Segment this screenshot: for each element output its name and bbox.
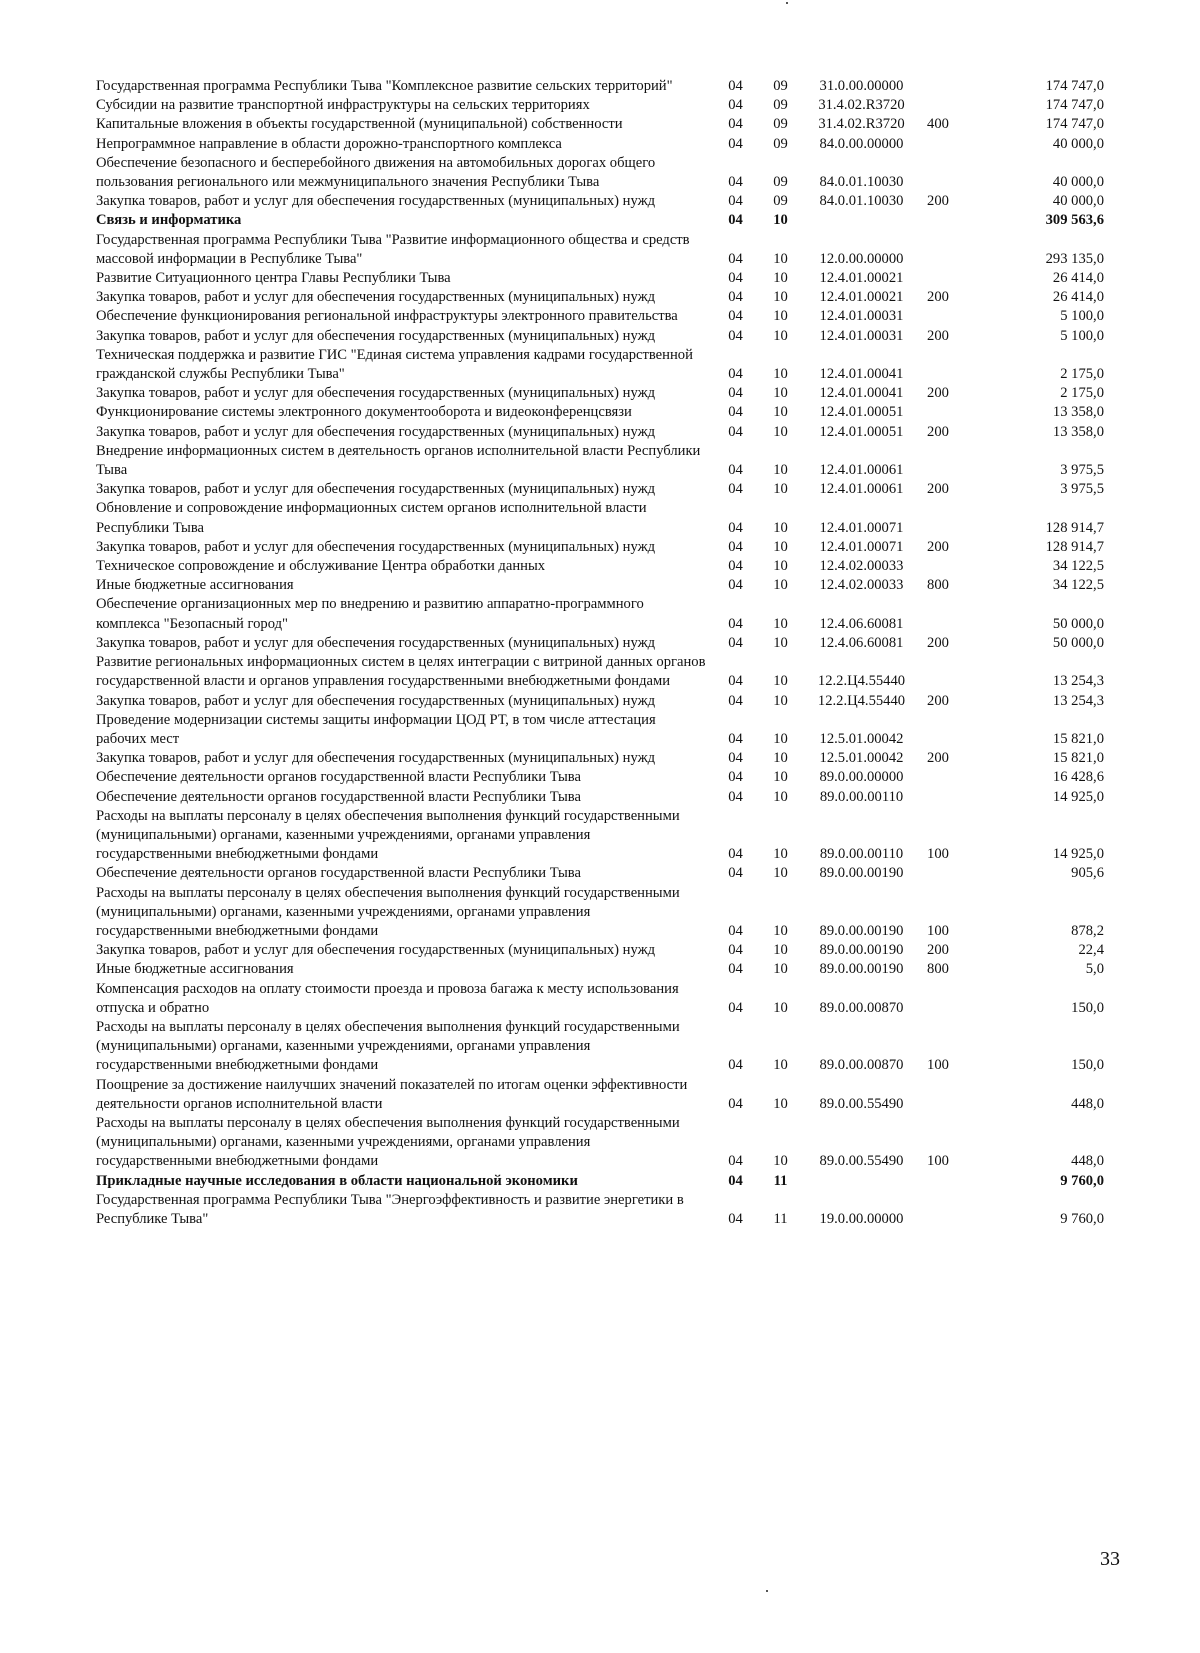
expense-type-code: 200 xyxy=(927,942,949,959)
subsection-code: 10 xyxy=(773,558,788,575)
subsection-code: 10 xyxy=(773,634,788,651)
row-description: Обеспечение деятельности органов государственной власти Республики Тыва xyxy=(96,769,581,786)
row-description: Обновление и сопровождение информационных систем органов исполнительной власти Республики Тыва xyxy=(96,500,647,536)
row-description: Прикладные научные исследования в области национальной экономики xyxy=(96,1172,578,1189)
page-number: 33 xyxy=(1100,1548,1120,1570)
table-row xyxy=(96,1114,1118,1172)
table-row xyxy=(96,115,1118,134)
subsection-code: 10 xyxy=(773,462,788,479)
table-row xyxy=(96,96,1118,115)
budget-table xyxy=(96,77,1118,1229)
table-row xyxy=(96,960,1118,979)
row-description: Обеспечение безопасного и бесперебойного движения на автомобильных дорогах общего пользования регионального или межмуниципального значения Республики Тыва xyxy=(96,154,656,191)
expense-type-code xyxy=(918,595,958,633)
subsection-code: 10 xyxy=(773,1057,788,1074)
target-article-code: 12.4.01.00061 xyxy=(819,481,904,498)
expense-type-code xyxy=(918,231,958,269)
section-code: 04 xyxy=(728,999,743,1016)
table-row xyxy=(96,1172,1118,1191)
section-code: 04 xyxy=(728,270,743,287)
table-row xyxy=(96,269,1118,288)
expense-type-code: 200 xyxy=(927,289,949,306)
table-row xyxy=(96,327,1118,346)
section-code: 04 xyxy=(728,577,743,594)
expense-type-code: 200 xyxy=(927,385,949,402)
row-description: Государственная программа Республики Тыва "Комплексное развитие сельских территорий" xyxy=(96,78,673,94)
amount: 128 914,7 xyxy=(1045,519,1104,536)
table-row xyxy=(96,346,1118,384)
table-row xyxy=(96,634,1118,653)
expense-type-code: 200 xyxy=(927,692,949,709)
subsection-code: 10 xyxy=(773,942,788,959)
amount: 5 100,0 xyxy=(1060,327,1104,344)
table-row xyxy=(96,77,1118,96)
row-description: Закупка товаров, работ и услуг для обеспечения государственных (муниципальных) нужд xyxy=(96,385,656,402)
scan-speck xyxy=(786,2,788,4)
target-article-code: 84.0.01.10030 xyxy=(819,193,904,210)
target-article-code: 12.4.01.00041 xyxy=(819,385,904,402)
subsection-code: 10 xyxy=(773,846,788,863)
amount: 50 000,0 xyxy=(1052,615,1104,632)
section-code: 04 xyxy=(728,519,743,536)
row-description: Иные бюджетные ассигнования xyxy=(96,961,294,978)
expense-type-code xyxy=(918,96,958,115)
row-description: Техническое сопровождение и обслуживание Центра обработки данных xyxy=(96,558,546,575)
row-description: Внедрение информационных систем в деятельность органов исполнительной власти Республики Тыва xyxy=(96,442,701,479)
target-article-code: 12.4.01.00061 xyxy=(819,462,904,479)
row-description: Иные бюджетные ассигнования xyxy=(96,577,294,594)
expense-type-code xyxy=(918,135,958,154)
subsection-code: 10 xyxy=(773,366,788,383)
expense-type-code xyxy=(918,980,958,1018)
subsection-code: 10 xyxy=(773,519,788,536)
row-description: Поощрение за достижение наилучших значений показателей по итогам оценки эффективности деятельности органов исполнительной власти xyxy=(96,1076,688,1112)
section-code: 04 xyxy=(728,865,743,882)
subsection-code: 10 xyxy=(773,481,788,498)
expense-type-code: 200 xyxy=(927,538,949,555)
table-row xyxy=(96,653,1118,691)
row-description: Развитие региональных информационных систем в целях интеграции с витриной данных органов государственной власти и органов управления государственными внебюджетными фондами xyxy=(96,654,706,690)
expense-type-code xyxy=(918,768,958,787)
section-code: 04 xyxy=(728,1172,743,1189)
expense-type-code: 200 xyxy=(927,634,949,651)
subsection-code: 10 xyxy=(773,865,788,882)
table-row xyxy=(96,423,1118,442)
section-code: 04 xyxy=(728,78,743,94)
row-description: Функционирование системы электронного документооборота и видеоконференцсвязи xyxy=(96,404,632,421)
section-code: 04 xyxy=(728,750,743,767)
table-row xyxy=(96,711,1118,749)
subsection-code: 10 xyxy=(773,538,788,555)
table-row xyxy=(96,154,1118,192)
section-code: 04 xyxy=(728,308,743,325)
expense-type-code xyxy=(918,1076,958,1114)
amount: 14 925,0 xyxy=(1052,846,1104,863)
section-code: 04 xyxy=(728,961,743,978)
section-code: 04 xyxy=(728,558,743,575)
target-article-code: 12.4.01.00021 xyxy=(819,289,904,306)
section-code: 04 xyxy=(728,212,743,229)
amount: 2 175,0 xyxy=(1060,366,1104,383)
row-description: Закупка товаров, работ и услуг для обеспечения государственных (муниципальных) нужд xyxy=(96,289,656,306)
target-article-code: 84.0.01.10030 xyxy=(819,174,904,191)
target-article-code: 12.4.01.00031 xyxy=(819,327,904,344)
target-article-code: 12.4.01.00071 xyxy=(819,519,904,536)
expense-type-code: 200 xyxy=(927,481,949,498)
expense-type-code xyxy=(918,77,958,96)
amount: 15 821,0 xyxy=(1052,730,1104,747)
section-code: 04 xyxy=(728,404,743,421)
amount: 174 747,0 xyxy=(1045,97,1104,114)
subsection-code: 10 xyxy=(773,327,788,344)
row-description: Обеспечение организационных мер по внедрению и развитию аппаратно-программного комплекса "Безопасный город" xyxy=(96,596,644,632)
amount: 13 358,0 xyxy=(1052,423,1104,440)
section-code: 04 xyxy=(728,634,743,651)
target-article-code: 89.0.00.00110 xyxy=(819,846,904,863)
subsection-code: 10 xyxy=(773,1095,788,1112)
amount: 16 428,6 xyxy=(1052,769,1104,786)
amount: 2 175,0 xyxy=(1060,385,1104,402)
section-code: 04 xyxy=(728,135,743,152)
scan-speck xyxy=(766,1590,768,1592)
amount: 3 975,5 xyxy=(1060,462,1104,479)
table-row xyxy=(96,1191,1118,1229)
expense-type-code xyxy=(918,788,958,807)
section-code: 04 xyxy=(728,366,743,383)
row-description: Закупка товаров, работ и услуг для обеспечения государственных (муниципальных) нужд xyxy=(96,692,656,709)
table-row xyxy=(96,403,1118,422)
subsection-code: 11 xyxy=(773,1172,788,1189)
table-row xyxy=(96,749,1118,768)
section-code: 04 xyxy=(728,846,743,863)
target-article-code: 31.4.02.R3720 xyxy=(818,116,905,133)
table-row xyxy=(96,499,1118,537)
amount: 13 358,0 xyxy=(1052,404,1104,421)
expense-type-code: 800 xyxy=(927,961,949,978)
target-article-code: 31.0.00.00000 xyxy=(819,78,904,94)
target-article-code: 89.0.00.00870 xyxy=(819,999,904,1016)
table-row xyxy=(96,595,1118,633)
table-row xyxy=(96,288,1118,307)
amount: 40 000,0 xyxy=(1052,193,1104,210)
target-article-code: 12.5.01.00042 xyxy=(819,750,904,767)
target-article-code: 89.0.00.00110 xyxy=(819,788,904,805)
section-code: 04 xyxy=(728,1095,743,1112)
section-code: 04 xyxy=(728,788,743,805)
subsection-code: 09 xyxy=(773,174,788,191)
table-row xyxy=(96,1018,1118,1076)
row-description: Закупка товаров, работ и услуг для обеспечения государственных (муниципальных) нужд xyxy=(96,481,656,498)
target-article-code: 89.0.00.55490 xyxy=(819,1153,904,1170)
table-row xyxy=(96,231,1118,269)
expense-type-code: 100 xyxy=(927,922,949,939)
expense-type-code: 200 xyxy=(927,193,949,210)
subsection-code: 10 xyxy=(773,423,788,440)
expense-type-code xyxy=(918,346,958,384)
table-row xyxy=(96,538,1118,557)
section-code: 04 xyxy=(728,922,743,939)
subsection-code: 10 xyxy=(773,692,788,709)
row-description: Закупка товаров, работ и услуг для обеспечения государственных (муниципальных) нужд xyxy=(96,327,656,344)
row-description: Закупка товаров, работ и услуг для обеспечения государственных (муниципальных) нужд xyxy=(96,750,656,767)
row-description: Расходы на выплаты персоналу в целях обеспечения выполнения функций государственными (муниципальными) органами, казенными учреждениями, органами управления государственными внебюджетными фондами xyxy=(96,884,680,939)
target-article-code: 89.0.00.00190 xyxy=(819,865,904,882)
table-row xyxy=(96,980,1118,1018)
amount: 150,0 xyxy=(1071,1057,1104,1074)
expense-type-code xyxy=(918,864,958,883)
row-description: Обеспечение функционирования региональной инфраструктуры электронного правительства xyxy=(96,308,678,325)
amount: 5 100,0 xyxy=(1060,308,1104,325)
target-article-code: 89.0.00.00190 xyxy=(819,961,904,978)
amount: 22,4 xyxy=(1078,942,1104,959)
amount: 15 821,0 xyxy=(1052,750,1104,767)
amount: 174 747,0 xyxy=(1045,116,1104,133)
row-description: Развитие Ситуационного центра Главы Республики Тыва xyxy=(96,270,451,287)
row-description: Государственная программа Республики Тыва "Энергоэффективность и развитие энергетики в Республике Тыва" xyxy=(96,1191,684,1227)
subsection-code: 10 xyxy=(773,577,788,594)
expense-type-code xyxy=(918,557,958,576)
target-article-code: 12.2.Ц4.55440 xyxy=(817,673,906,690)
section-code: 04 xyxy=(728,673,743,690)
amount: 3 975,5 xyxy=(1060,481,1104,498)
section-code: 04 xyxy=(728,1210,743,1227)
expense-type-code xyxy=(918,442,958,480)
subsection-code: 10 xyxy=(773,750,788,767)
expense-type-code xyxy=(918,711,958,749)
row-description: Расходы на выплаты персоналу в целях обеспечения выполнения функций государственными (муниципальными) органами, казенными учреждениями, органами управления государственными внебюджетными фондами xyxy=(96,807,680,863)
table-row xyxy=(96,1076,1118,1114)
target-article-code: 12.4.01.00021 xyxy=(819,270,904,287)
row-description: Закупка товаров, работ и услуг для обеспечения государственных (муниципальных) нужд xyxy=(96,423,656,440)
expense-type-code: 800 xyxy=(927,577,949,594)
expense-type-code xyxy=(918,211,958,230)
section-code: 04 xyxy=(728,174,743,191)
section-code: 04 xyxy=(728,462,743,479)
table-row xyxy=(96,442,1118,480)
target-article-code xyxy=(805,211,918,230)
target-article-code xyxy=(805,1172,918,1191)
target-article-code: 12.4.01.00051 xyxy=(819,423,904,440)
expense-type-code xyxy=(918,307,958,326)
row-description: Расходы на выплаты персоналу в целях обеспечения выполнения функций государственными (муниципальными) органами, казенными учреждениями, органами управления государственными внебюджетными фондами xyxy=(96,1114,680,1170)
amount: 309 563,6 xyxy=(1045,212,1104,229)
row-description: Закупка товаров, работ и услуг для обеспечения государственных (муниципальных) нужд xyxy=(96,538,656,555)
row-description: Закупка товаров, работ и услуг для обеспечения государственных (муниципальных) нужд xyxy=(96,193,656,210)
expense-type-code: 100 xyxy=(927,846,949,863)
target-article-code: 31.4.02.R3720 xyxy=(818,97,905,114)
amount: 50 000,0 xyxy=(1052,634,1104,651)
table-row xyxy=(96,192,1118,211)
amount: 34 122,5 xyxy=(1052,558,1104,575)
table-row xyxy=(96,807,1118,865)
row-description: Обеспечение деятельности органов государственной власти Республики Тыва xyxy=(96,865,581,882)
amount: 40 000,0 xyxy=(1052,174,1104,191)
expense-type-code xyxy=(918,1172,958,1191)
section-code: 04 xyxy=(728,1057,743,1074)
subsection-code: 09 xyxy=(773,78,788,94)
target-article-code: 12.4.06.60081 xyxy=(819,634,904,651)
section-code: 04 xyxy=(728,481,743,498)
subsection-code: 10 xyxy=(773,289,788,306)
expense-type-code: 400 xyxy=(927,116,949,133)
row-description: Обеспечение деятельности органов государственной власти Республики Тыва xyxy=(96,788,581,805)
row-description: Техническая поддержка и развитие ГИС "Единая система управления кадрами государственной гражданской службы Республики Тыва" xyxy=(96,346,693,383)
subsection-code: 10 xyxy=(773,404,788,421)
amount: 34 122,5 xyxy=(1052,577,1104,594)
expense-type-code: 200 xyxy=(927,327,949,344)
subsection-code: 10 xyxy=(773,250,788,267)
target-article-code: 89.0.00.55490 xyxy=(819,1095,904,1112)
target-article-code: 12.0.00.00000 xyxy=(819,250,904,267)
target-article-code: 89.0.00.00190 xyxy=(819,942,904,959)
section-code: 04 xyxy=(728,769,743,786)
row-description: Субсидии на развитие транспортной инфраструктуры на сельских территориях xyxy=(96,97,590,114)
section-code: 04 xyxy=(728,250,743,267)
target-article-code: 12.4.02.00033 xyxy=(819,577,904,594)
row-description: Капитальные вложения в объекты государственной (муниципальной) собственности xyxy=(96,116,623,133)
section-code: 04 xyxy=(728,730,743,747)
section-code: 04 xyxy=(728,1153,743,1170)
subsection-code: 10 xyxy=(773,730,788,747)
table-row xyxy=(96,211,1118,230)
expense-type-code: 100 xyxy=(927,1057,949,1074)
section-code: 04 xyxy=(728,116,743,133)
target-article-code: 12.4.02.00033 xyxy=(819,558,904,575)
table-row xyxy=(96,768,1118,787)
expense-type-code xyxy=(918,269,958,288)
amount: 293 135,0 xyxy=(1045,250,1104,267)
section-code: 04 xyxy=(728,942,743,959)
amount: 878,2 xyxy=(1071,922,1104,939)
target-article-code: 84.0.00.00000 xyxy=(819,135,904,152)
expense-type-code xyxy=(918,1191,958,1229)
target-article-code: 89.0.00.00000 xyxy=(819,769,904,786)
row-description: Связь и информатика xyxy=(96,212,242,229)
section-code: 04 xyxy=(728,615,743,632)
subsection-code: 10 xyxy=(773,1153,788,1170)
target-article-code: 12.2.Ц4.55440 xyxy=(817,692,906,709)
amount: 5,0 xyxy=(1085,961,1104,978)
row-description: Проведение модернизации системы защиты информации ЦОД РТ, в том числе аттестация рабочих мест xyxy=(96,711,656,747)
expense-type-code xyxy=(918,154,958,192)
amount: 448,0 xyxy=(1071,1153,1104,1170)
table-row xyxy=(96,864,1118,883)
table-row xyxy=(96,941,1118,960)
row-description: Компенсация расходов на оплату стоимости проезда и провоза багажа к месту использования отпуска и обратно xyxy=(96,980,679,1016)
expense-type-code: 200 xyxy=(927,750,949,767)
target-article-code: 12.5.01.00042 xyxy=(819,730,904,747)
target-article-code: 12.4.01.00051 xyxy=(819,404,904,421)
expense-type-code xyxy=(918,403,958,422)
subsection-code: 10 xyxy=(773,615,788,632)
subsection-code: 10 xyxy=(773,308,788,325)
section-code: 04 xyxy=(728,538,743,555)
target-article-code: 89.0.00.00870 xyxy=(819,1057,904,1074)
subsection-code: 09 xyxy=(773,97,788,114)
amount: 26 414,0 xyxy=(1052,289,1104,306)
subsection-code: 10 xyxy=(773,922,788,939)
amount: 40 000,0 xyxy=(1052,135,1104,152)
expense-type-code: 100 xyxy=(927,1153,949,1170)
expense-type-code xyxy=(918,653,958,691)
subsection-code: 11 xyxy=(773,1210,788,1227)
target-article-code: 12.4.01.00041 xyxy=(819,366,904,383)
subsection-code: 10 xyxy=(773,673,788,690)
section-code: 04 xyxy=(728,692,743,709)
table-row xyxy=(96,480,1118,499)
table-row xyxy=(96,135,1118,154)
target-article-code: 89.0.00.00190 xyxy=(819,922,904,939)
expense-type-code xyxy=(918,499,958,537)
table-row xyxy=(96,884,1118,942)
table-row xyxy=(96,307,1118,326)
subsection-code: 10 xyxy=(773,385,788,402)
subsection-code: 10 xyxy=(773,961,788,978)
subsection-code: 09 xyxy=(773,193,788,210)
row-description: Расходы на выплаты персоналу в целях обеспечения выполнения функций государственными (муниципальными) органами, казенными учреждениями, органами управления государственными внебюджетными фондами xyxy=(96,1018,680,1074)
amount: 9 760,0 xyxy=(1060,1172,1104,1189)
expense-type-code: 200 xyxy=(927,423,949,440)
section-code: 04 xyxy=(728,193,743,210)
amount: 905,6 xyxy=(1071,865,1104,882)
amount: 26 414,0 xyxy=(1052,270,1104,287)
subsection-code: 09 xyxy=(773,116,788,133)
table-body xyxy=(96,77,1118,1229)
amount: 150,0 xyxy=(1071,999,1104,1016)
row-description: Непрограммное направление в области дорожно-транспортного комплекса xyxy=(96,135,562,152)
row-description: Закупка товаров, работ и услуг для обеспечения государственных (муниципальных) нужд xyxy=(96,634,656,651)
table-row xyxy=(96,576,1118,595)
section-code: 04 xyxy=(728,385,743,402)
amount: 448,0 xyxy=(1071,1095,1104,1112)
section-code: 04 xyxy=(728,97,743,114)
amount: 174 747,0 xyxy=(1045,78,1104,94)
row-description: Закупка товаров, работ и услуг для обеспечения государственных (муниципальных) нужд xyxy=(96,942,656,959)
section-code: 04 xyxy=(728,423,743,440)
subsection-code: 10 xyxy=(773,999,788,1016)
table-row xyxy=(96,557,1118,576)
table-row xyxy=(96,692,1118,711)
target-article-code: 12.4.06.60081 xyxy=(819,615,904,632)
amount: 128 914,7 xyxy=(1045,538,1104,555)
table-row xyxy=(96,384,1118,403)
subsection-code: 09 xyxy=(773,135,788,152)
table-row xyxy=(96,788,1118,807)
subsection-code: 10 xyxy=(773,769,788,786)
subsection-code: 10 xyxy=(773,212,788,229)
subsection-code: 10 xyxy=(773,788,788,805)
amount: 13 254,3 xyxy=(1052,673,1104,690)
target-article-code: 12.4.01.00071 xyxy=(819,538,904,555)
target-article-code: 12.4.01.00031 xyxy=(819,308,904,325)
amount: 9 760,0 xyxy=(1060,1210,1104,1227)
section-code: 04 xyxy=(728,289,743,306)
row-description: Государственная программа Республики Тыва "Развитие информационного общества и средств массовой информации в Республике Тыва" xyxy=(96,231,690,267)
target-article-code: 19.0.00.00000 xyxy=(819,1210,904,1227)
amount: 14 925,0 xyxy=(1052,788,1104,805)
amount: 13 254,3 xyxy=(1052,692,1104,709)
section-code: 04 xyxy=(728,327,743,344)
subsection-code: 10 xyxy=(773,270,788,287)
